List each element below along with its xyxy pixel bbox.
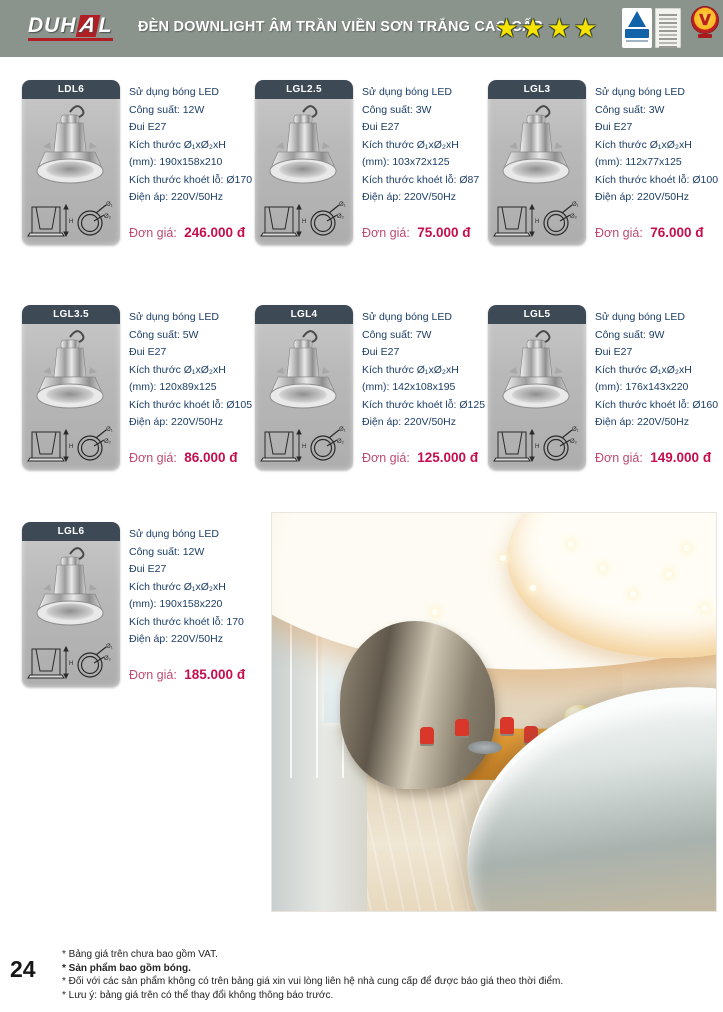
svg-text:Ø₂: Ø₂ (104, 214, 111, 220)
spec-dimension-value: (mm): 190x158x210 (129, 156, 223, 168)
spec-bulb: Sử dụng bóng LED (129, 528, 219, 540)
svg-text:Ø₂: Ø₂ (104, 656, 111, 662)
svg-text:H: H (535, 219, 540, 225)
price-row (595, 224, 704, 242)
svg-text:H: H (69, 219, 74, 225)
spec-power: Công suất: 12W (129, 545, 205, 558)
product-slot-lgl5 (488, 305, 719, 473)
spec-dimension-value: (mm): 190x158x220 (129, 598, 223, 610)
price-row (362, 449, 478, 467)
spec-socket: Đui E27 (129, 563, 167, 575)
price-row (129, 666, 245, 684)
product-code-badge: LDL6 (22, 80, 120, 99)
spec-cutout-hole: Kích thước khoét lỗ: Ø160 (595, 398, 719, 411)
spec-cutout-hole: Kích thước khoét lỗ: Ø100 (595, 173, 719, 186)
product-code-badge: LGL6 (22, 522, 120, 541)
price-row (129, 449, 238, 467)
downlight-product-photo (255, 99, 353, 197)
svg-text:H: H (535, 444, 540, 450)
product-slot-lgl3-5 (22, 305, 253, 473)
spec-cutout-hole: Kích thước khoét lỗ: Ø105 (129, 398, 253, 411)
downlight-lamp-icon (30, 544, 112, 636)
svg-text:Ø₁: Ø₁ (106, 427, 113, 433)
header-band (0, 0, 723, 57)
price-value: 185.000 đ (184, 667, 246, 682)
price-label: Đơn giá: (595, 451, 643, 465)
ceiling-downlight (432, 609, 438, 615)
svg-text:Ø₁: Ø₁ (339, 202, 346, 208)
spec-voltage: Điện áp: 220V/50Hz (129, 633, 223, 645)
downlight-lamp-icon (263, 327, 345, 419)
spec-cutout-hole: Kích thước khoét lỗ: 170 (129, 615, 244, 628)
spec-power: Công suất: 12W (129, 103, 205, 116)
spec-bulb: Sử dụng bóng LED (595, 311, 685, 323)
dimension-diagram (255, 197, 353, 243)
svg-text:Ø₂: Ø₂ (570, 214, 577, 220)
spec-power: Công suất: 9W (595, 328, 665, 341)
dimension-diagram-icon (26, 424, 116, 466)
price-value: 75.000 đ (417, 225, 471, 240)
product-code-badge: LGL4 (255, 305, 353, 324)
ceiling-downlight (500, 555, 506, 561)
tuv-certification-icon (622, 8, 652, 48)
product-specs (353, 80, 483, 248)
svg-text:Ø₁: Ø₁ (572, 202, 579, 208)
svg-text:Ø₂: Ø₂ (337, 439, 344, 445)
spec-voltage: Điện áp: 220V/50Hz (129, 416, 223, 428)
product-row-3 (22, 522, 250, 690)
duhal-logo (28, 15, 124, 41)
ceiling-downlight (630, 591, 636, 597)
product-card (488, 80, 586, 245)
product-specs (120, 522, 250, 690)
product-card (22, 522, 120, 687)
price-value: 125.000 đ (417, 450, 479, 465)
spec-dimension-value: (mm): 142x108x195 (362, 381, 456, 393)
price-value: 76.000 đ (650, 225, 704, 240)
product-unit (22, 80, 253, 248)
product-slot-lgl2-5 (255, 80, 483, 248)
tuv-triangle-icon (628, 11, 646, 27)
downlight-product-photo (22, 99, 120, 197)
spec-dimension-label: Kích thước Ø₁xØ₂xH (129, 138, 226, 151)
ceiling-downlight (684, 545, 690, 551)
product-unit (488, 305, 719, 473)
spec-dimension-label: Kích thước Ø₁xØ₂xH (129, 363, 226, 376)
spec-dimension-value: (mm): 103x72x125 (362, 156, 450, 168)
footer-notes (62, 948, 702, 1002)
price-label: Đơn giá: (362, 226, 410, 240)
price-label: Đơn giá: (129, 668, 177, 682)
note-price-change: * Lưu ý: bảng giá trên có thể thay đổi không thông báo trước. (62, 989, 334, 1001)
v-checkmark-icon: V (699, 10, 711, 29)
product-code-badge: LGL5 (488, 305, 586, 324)
page-title: ĐÈN DOWNLIGHT ÂM TRẦN VIỀN SƠN TRẮNG CAO CẤP (138, 19, 543, 35)
dimension-diagram-icon (26, 641, 116, 683)
product-card (255, 305, 353, 470)
price-row (129, 224, 245, 242)
dimension-diagram (488, 197, 586, 243)
product-code-badge: LGL3.5 (22, 305, 120, 324)
interior-photo (272, 513, 716, 911)
spec-cutout-hole: Kích thước khoét lỗ: Ø87 (362, 173, 480, 186)
dimension-diagram-icon (259, 424, 349, 466)
coffee-table (468, 741, 502, 754)
spec-voltage: Điện áp: 220V/50Hz (595, 416, 689, 428)
spec-dimension-label: Kích thước Ø₁xØ₂xH (595, 138, 692, 151)
dimension-diagram (22, 639, 120, 685)
ceiling-downlight (666, 571, 672, 577)
product-card (22, 305, 120, 470)
svg-text:H: H (302, 444, 307, 450)
dimension-diagram-icon (492, 199, 582, 241)
svg-text:H: H (69, 661, 74, 667)
note-contact-supplier: * Đối với các sản phẩm không có trên bảng giá xin vui lòng liên hệ nhà cung cấp để được báo giá theo thời điểm. (62, 976, 564, 987)
dimension-diagram (22, 422, 120, 468)
spec-socket: Đui E27 (129, 121, 167, 133)
quality-seal-ribbon (698, 34, 712, 38)
svg-text:Ø₂: Ø₂ (104, 439, 111, 445)
svg-text:Ø₁: Ø₁ (339, 427, 346, 433)
price-label: Đơn giá: (129, 226, 177, 240)
price-label: Đơn giá: (595, 226, 643, 240)
product-unit (22, 522, 250, 690)
product-specs (586, 80, 718, 248)
price-label: Đơn giá: (362, 451, 410, 465)
dimension-diagram-icon (259, 199, 349, 241)
price-row (595, 449, 711, 467)
price-value: 149.000 đ (650, 450, 712, 465)
svg-text:H: H (302, 219, 307, 225)
spec-dimension-label: Kích thước Ø₁xØ₂xH (362, 363, 459, 376)
product-unit (255, 305, 486, 473)
product-code-badge: LGL3 (488, 80, 586, 99)
product-specs (120, 80, 252, 248)
metallic-partition (340, 621, 495, 789)
product-slot-lgl6 (22, 522, 250, 690)
spec-socket: Đui E27 (595, 121, 633, 133)
product-code-badge: LGL2.5 (255, 80, 353, 99)
spec-dimension-value: (mm): 120x89x125 (129, 381, 217, 393)
downlight-product-photo (255, 324, 353, 422)
spec-voltage: Điện áp: 220V/50Hz (595, 191, 689, 203)
duhal-logo-text: DUHAL (28, 15, 113, 41)
downlight-lamp-icon (30, 327, 112, 419)
dimension-diagram (255, 422, 353, 468)
red-chair (500, 717, 514, 734)
svg-text:Ø₁: Ø₁ (572, 427, 579, 433)
spec-power: Công suất: 3W (362, 103, 432, 116)
downlight-product-photo (22, 541, 120, 639)
spec-bulb: Sử dụng bóng LED (362, 86, 452, 98)
spec-dimension-label: Kích thước Ø₁xØ₂xH (129, 580, 226, 593)
product-card (22, 80, 120, 245)
downlight-lamp-icon (496, 327, 578, 419)
dimension-diagram-icon (492, 424, 582, 466)
product-row-2 (22, 305, 719, 473)
tuv-label-bar (625, 29, 649, 38)
spec-dimension-value: (mm): 176x143x220 (595, 381, 689, 393)
svg-text:Ø₂: Ø₂ (570, 439, 577, 445)
product-unit (488, 80, 719, 248)
ceiling-downlight (600, 565, 606, 571)
spec-cutout-hole: Kích thước khoét lỗ: Ø170 (129, 173, 253, 186)
svg-text:Ø₂: Ø₂ (337, 214, 344, 220)
spec-voltage: Điện áp: 220V/50Hz (362, 191, 456, 203)
spec-power: Công suất: 7W (362, 328, 432, 341)
product-card (488, 305, 586, 470)
spec-dimension-label: Kích thước Ø₁xØ₂xH (595, 363, 692, 376)
red-chair (455, 719, 469, 736)
downlight-lamp-icon (263, 102, 345, 194)
product-specs (120, 305, 252, 473)
price-label: Đơn giá: (129, 451, 177, 465)
downlight-lamp-icon (496, 102, 578, 194)
spec-power: Công suất: 3W (595, 103, 665, 116)
certificate-document-icon (655, 8, 681, 48)
spec-bulb: Sử dụng bóng LED (129, 311, 219, 323)
spec-power: Công suất: 5W (129, 328, 199, 341)
product-unit (22, 305, 253, 473)
spec-bulb: Sử dụng bóng LED (362, 311, 452, 323)
spec-socket: Đui E27 (595, 346, 633, 358)
spec-dimension-value: (mm): 112x77x125 (595, 156, 682, 168)
spec-socket: Đui E27 (362, 346, 400, 358)
duhal-logo-a-block: A (77, 14, 99, 37)
spec-voltage: Điện áp: 220V/50Hz (129, 191, 223, 203)
vietnam-quality-seal-icon (692, 7, 718, 33)
spec-bulb: Sử dụng bóng LED (129, 86, 219, 98)
product-unit (255, 80, 483, 248)
downlight-product-photo (488, 99, 586, 197)
note-bulb-included: * Sản phẩm bao gồm bóng. (62, 962, 191, 974)
downlight-product-photo (22, 324, 120, 422)
ceiling-downlight (530, 585, 536, 591)
spec-socket: Đui E27 (362, 121, 400, 133)
ceiling-downlight (702, 605, 708, 611)
four-stars-rating-icon: ★★★★ (495, 14, 601, 44)
product-specs (586, 305, 718, 473)
tuv-text-line (626, 40, 648, 42)
price-value: 86.000 đ (184, 450, 238, 465)
price-value: 246.000 đ (184, 225, 246, 240)
product-slot-ldl6 (22, 80, 253, 248)
spec-bulb: Sử dụng bóng LED (595, 86, 685, 98)
downlight-lamp-icon (30, 102, 112, 194)
product-card (255, 80, 353, 245)
spec-cutout-hole: Kích thước khoét lỗ: Ø125 (362, 398, 486, 411)
downlight-product-photo (488, 324, 586, 422)
dimension-diagram (22, 197, 120, 243)
product-slot-lgl4 (255, 305, 486, 473)
svg-text:Ø₁: Ø₁ (106, 202, 113, 208)
dimension-diagram-icon (26, 199, 116, 241)
dimension-diagram (488, 422, 586, 468)
product-slot-lgl3 (488, 80, 719, 248)
red-chair (420, 727, 434, 744)
ceiling-downlight (568, 541, 574, 547)
price-row (362, 224, 471, 242)
spec-socket: Đui E27 (129, 346, 167, 358)
page-number: 24 (10, 956, 36, 982)
svg-text:Ø₁: Ø₁ (106, 644, 113, 650)
spec-voltage: Điện áp: 220V/50Hz (362, 416, 456, 428)
product-specs (353, 305, 485, 473)
product-row-1 (22, 80, 719, 248)
svg-text:H: H (69, 444, 74, 450)
note-vat: * Bảng giá trên chưa bao gồm VAT. (62, 949, 218, 960)
spec-dimension-label: Kích thước Ø₁xØ₂xH (362, 138, 459, 151)
